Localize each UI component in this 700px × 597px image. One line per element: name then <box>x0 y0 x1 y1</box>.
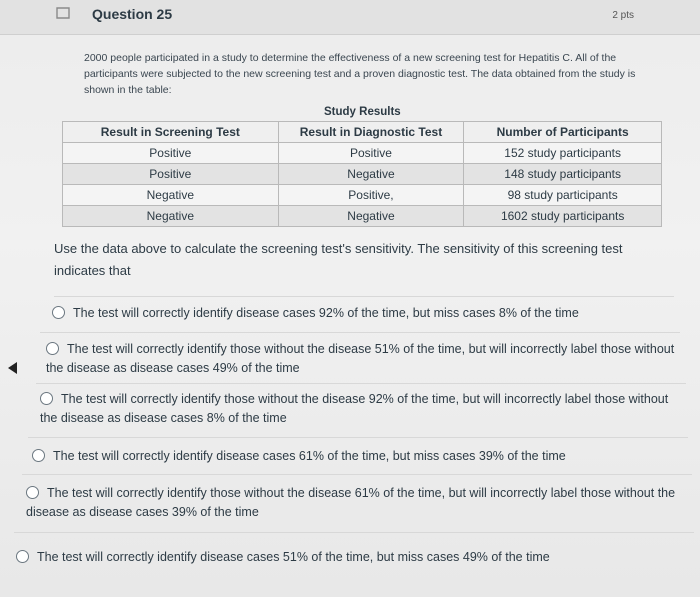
radio-button[interactable] <box>52 306 65 319</box>
answer-option-5[interactable] <box>26 484 694 522</box>
cursor-arrow-icon <box>8 362 17 374</box>
answer-option-2[interactable] <box>46 340 676 378</box>
radio-button[interactable] <box>16 550 29 563</box>
radio-button[interactable] <box>46 342 59 355</box>
divider <box>28 437 688 438</box>
question-instruction: Use the data above to calculate the screening test's sensitivity. The sensitivity of this screening test indicates that <box>54 241 623 278</box>
radio-button[interactable] <box>32 449 45 462</box>
answer-option-3[interactable] <box>40 390 680 428</box>
table-row <box>63 143 662 164</box>
table-cell: Positive <box>278 143 464 164</box>
divider <box>22 474 692 475</box>
table-cell: Positive, <box>278 185 464 206</box>
table-row <box>63 206 662 227</box>
table-cell: Negative <box>63 206 279 227</box>
answer-option-label: The test will correctly identify disease cases 92% of the time, but miss cases 8% of the time <box>73 306 579 320</box>
question-header <box>0 0 700 35</box>
col-header-diagnostic: Result in Diagnostic Test <box>278 122 464 143</box>
question-title: Question 25 <box>92 6 173 22</box>
radio-button[interactable] <box>26 486 39 499</box>
table-cell: 152 study participants <box>464 143 662 164</box>
table-title: Study Results <box>324 106 401 118</box>
answer-option-label: The test will correctly identify those without the disease 61% of the time, but will incorrectly label those without the disease as disease cases 39% of the time <box>26 486 676 519</box>
answer-option-label: The test will correctly identify those without the disease 92% of the time, but will incorrectly label those without the disease as disease cases 8% of the time <box>40 392 669 425</box>
answer-option-6[interactable] <box>16 548 686 567</box>
study-results-table <box>62 121 662 227</box>
col-header-screening: Result in Screening Test <box>63 122 279 143</box>
table-cell: 1602 study participants <box>464 206 662 227</box>
answer-option-label: The test will correctly identify those without the disease 51% of the time, but will incorrectly label those without the disease as disease cases 49% of the time <box>46 342 675 375</box>
divider <box>40 332 680 333</box>
table-cell: 98 study participants <box>464 185 662 206</box>
table-cell: Positive <box>63 143 279 164</box>
divider <box>36 383 686 384</box>
question-prompt: 2000 people participated in a study to determine the effectiveness of a new screening test for Hepatitis C. All of the participants were subjected to the new screening test and a proven diagnostic test. The data obtained from the study is shown in the table: <box>84 52 636 96</box>
answer-option-4[interactable] <box>32 447 682 466</box>
question-points: 2 pts <box>612 10 634 21</box>
divider <box>54 296 674 297</box>
divider <box>14 532 694 533</box>
table-cell: Negative <box>278 164 464 185</box>
table-row <box>63 164 662 185</box>
table-cell: 148 study participants <box>464 164 662 185</box>
table-row <box>63 185 662 206</box>
table-cell: Positive <box>63 164 279 185</box>
flag-icon[interactable] <box>56 7 70 19</box>
answer-option-label: The test will correctly identify disease cases 51% of the time, but miss cases 49% of the time <box>37 550 550 564</box>
table-cell: Negative <box>278 206 464 227</box>
radio-button[interactable] <box>40 392 53 405</box>
answer-option-1[interactable] <box>52 304 672 323</box>
table-cell: Negative <box>63 185 279 206</box>
answer-option-label: The test will correctly identify disease cases 61% of the time, but miss cases 39% of the time <box>53 449 566 463</box>
col-header-participants: Number of Participants <box>464 122 662 143</box>
